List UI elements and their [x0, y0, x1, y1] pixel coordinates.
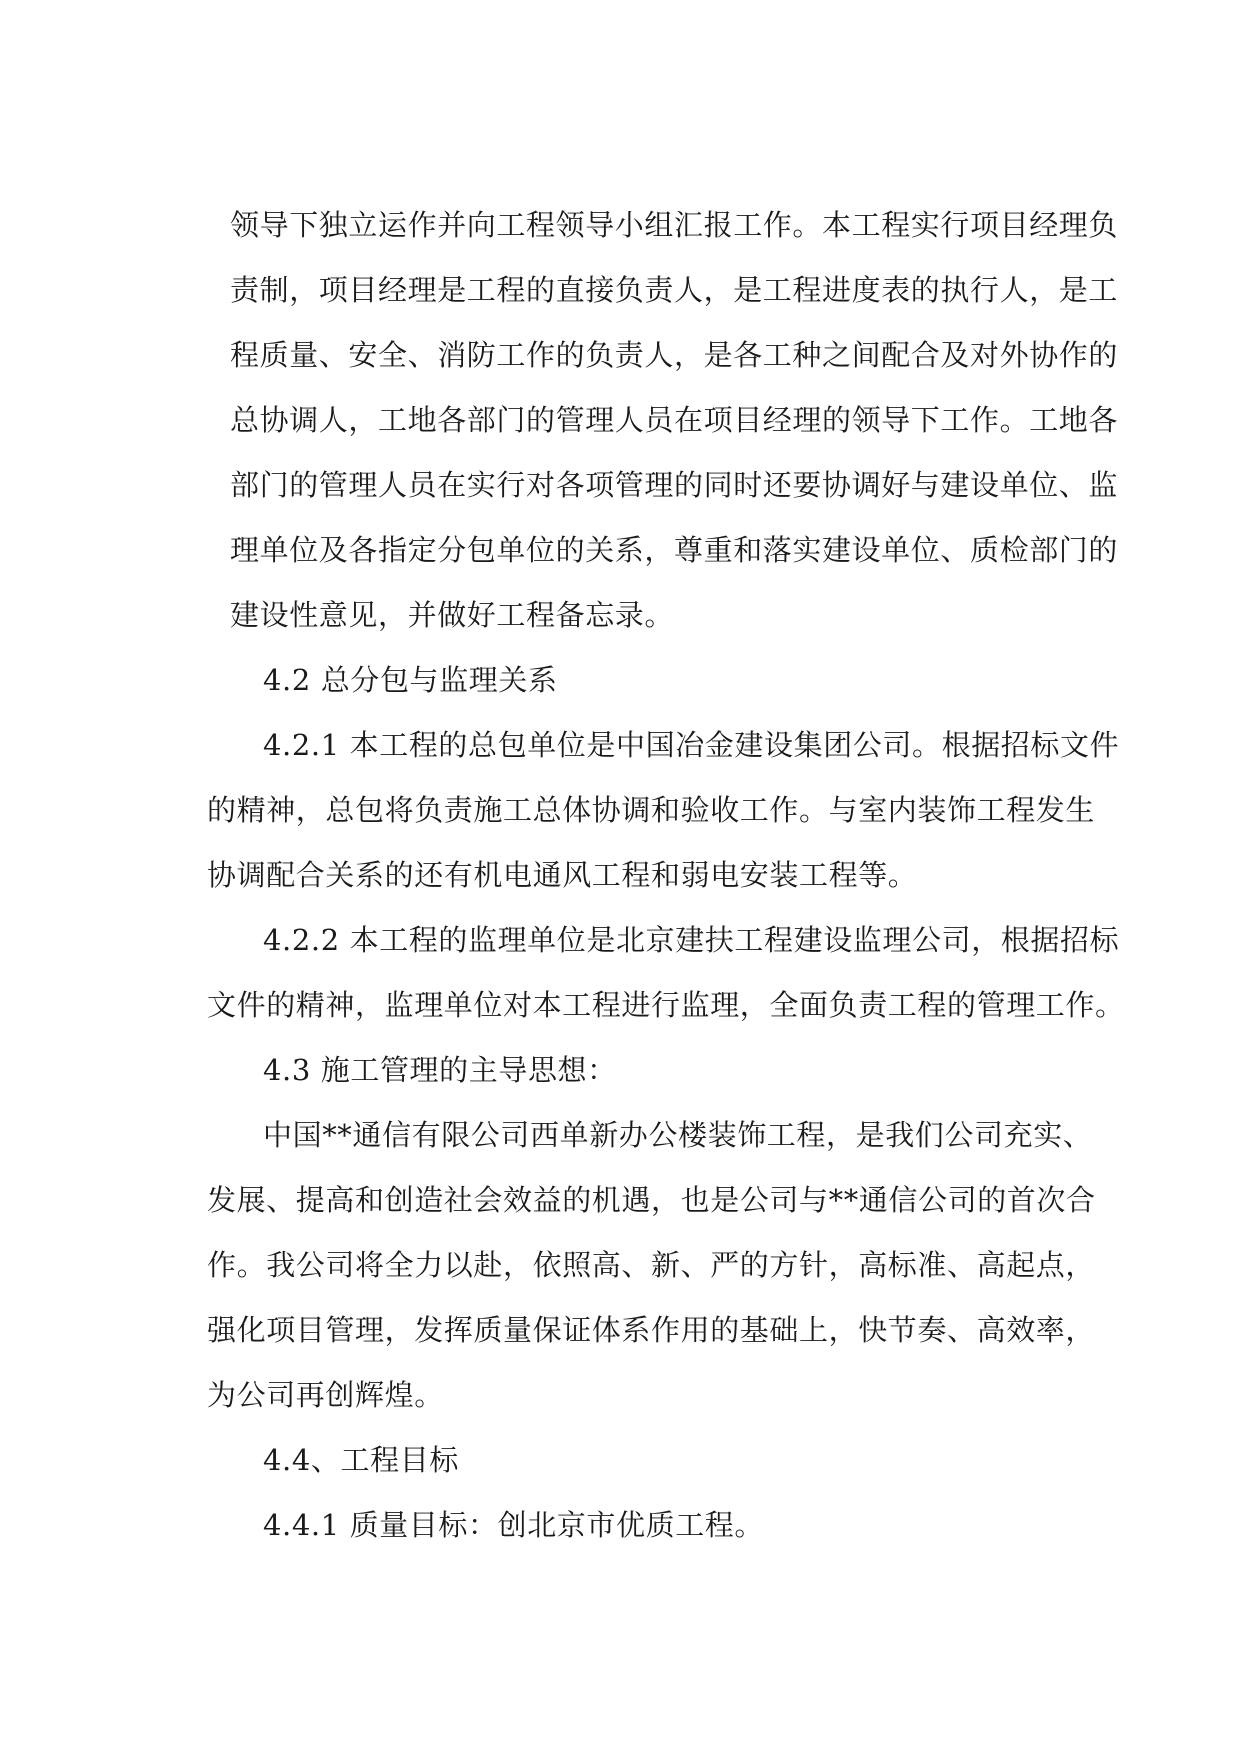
paragraph-line: 领导下独立运作并向工程领导小组汇报工作。本工程实行项目经理负	[230, 208, 1119, 242]
paragraph-line: 文件的精神，监理单位对本工程进行监理，全面负责工程的管理工作。	[207, 988, 1125, 1022]
paragraph-line: 作。我公司将全力以赴，依照高、新、严的方针，高标准、高起点，	[207, 1248, 1096, 1282]
section-heading-4-3: 4.3 施工管理的主导思想：	[263, 1053, 617, 1087]
paragraph-line: 4.4.1 质量目标：创北京市优质工程。	[263, 1508, 765, 1542]
paragraph-line: 程质量、安全、消防工作的负责人，是各工种之间配合及对外协作的	[230, 338, 1119, 372]
paragraph-line: 理单位及各指定分包单位的关系，尊重和落实建设单位、质检部门的	[230, 533, 1119, 567]
paragraph-line: 部门的管理人员在实行对各项管理的同时还要协调好与建设单位、监	[230, 468, 1119, 502]
paragraph-line: 中国**通信有限公司西单新办公楼装饰工程，是我们公司充实、	[263, 1118, 1093, 1152]
paragraph-line: 4.2.2 本工程的监理单位是北京建扶工程建设监理公司，根据招标	[263, 923, 1120, 957]
paragraph-line: 的精神，总包将负责施工总体协调和验收工作。与室内装饰工程发生	[207, 793, 1096, 827]
paragraph-line: 发展、提高和创造社会效益的机遇，也是公司与**通信公司的首次合	[207, 1183, 1096, 1217]
paragraph-line: 总协调人，工地各部门的管理人员在项目经理的领导下工作。工地各	[230, 403, 1119, 437]
section-heading-4-2: 4.2 总分包与监理关系	[263, 663, 558, 697]
section-heading-4-4: 4.4、工程目标	[263, 1443, 459, 1477]
paragraph-line: 责制，项目经理是工程的直接负责人，是工程进度表的执行人，是工	[230, 273, 1119, 307]
paragraph-line: 强化项目管理，发挥质量保证体系作用的基础上，快节奏、高效率，	[207, 1313, 1096, 1347]
paragraph-line: 协调配合关系的还有机电通风工程和弱电安装工程等。	[207, 858, 918, 892]
paragraph-line: 4.2.1 本工程的总包单位是中国冶金建设集团公司。根据招标文件	[263, 728, 1120, 762]
paragraph-line: 建设性意见，并做好工程备忘录。	[230, 598, 675, 632]
paragraph-line: 为公司再创辉煌。	[207, 1378, 444, 1412]
